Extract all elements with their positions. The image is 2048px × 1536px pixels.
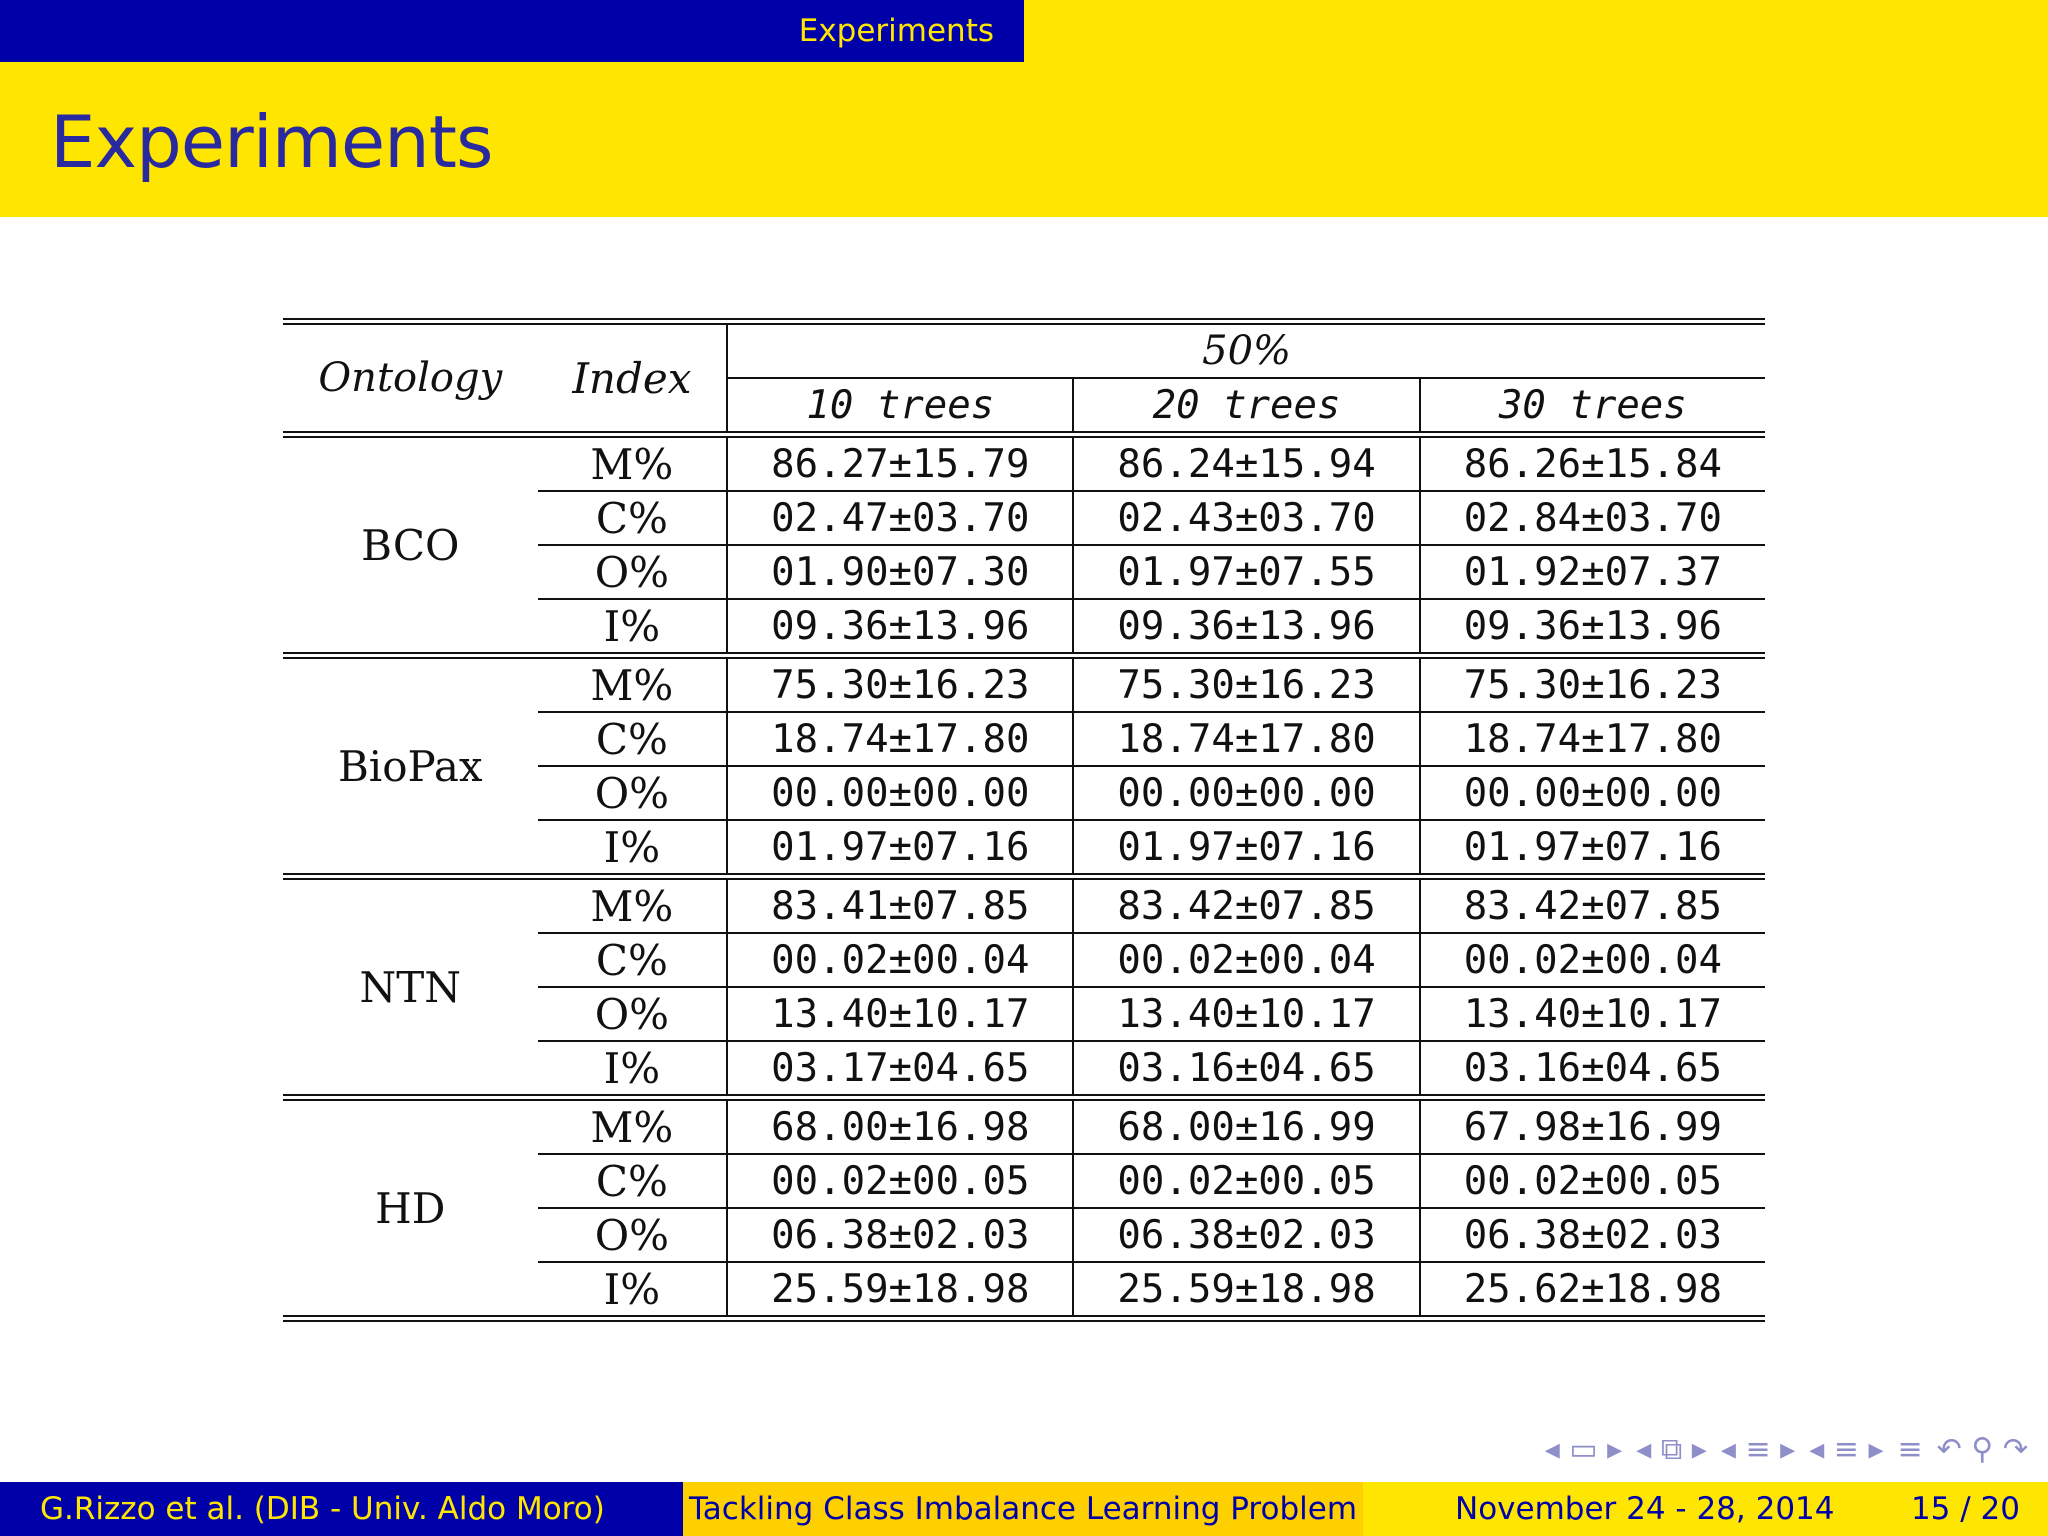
results-table [283, 318, 1765, 1322]
value-cell: 02.47±03.70 [727, 491, 1073, 545]
value-cell: 01.97±07.16 [1420, 820, 1765, 877]
value-cell: 75.30±16.23 [727, 656, 1073, 713]
nav-section-icon[interactable]: ◂ ≡ ▸ [1720, 1432, 1796, 1467]
ontology-name: BCO [283, 435, 538, 656]
index-label: M% [538, 435, 728, 492]
value-cell: 86.24±15.94 [1073, 435, 1419, 492]
col-header-trees: 20 trees [1073, 378, 1419, 435]
results-table-wrap [283, 318, 1765, 1322]
value-cell: 13.40±10.17 [1073, 987, 1419, 1041]
value-cell: 00.00±00.00 [1073, 766, 1419, 820]
value-cell: 06.38±02.03 [1420, 1208, 1765, 1262]
ontology-name: HD [283, 1098, 538, 1319]
col-header-trees: 10 trees [727, 378, 1073, 435]
value-cell: 01.92±07.37 [1420, 545, 1765, 599]
index-label: O% [538, 1208, 728, 1262]
nav-subsection-list-icon[interactable]: ◂ ≡ ▸ [1809, 1432, 1884, 1467]
value-cell: 03.16±04.65 [1420, 1041, 1765, 1098]
footer-page-number: 15 / 20 [1910, 1491, 2020, 1527]
index-label: C% [538, 712, 728, 766]
value-cell: 00.02±00.05 [1073, 1154, 1419, 1208]
value-cell: 25.59±18.98 [1073, 1262, 1419, 1319]
index-label: I% [538, 1262, 728, 1319]
index-label: O% [538, 545, 728, 599]
value-cell: 06.38±02.03 [727, 1208, 1073, 1262]
frame-title: Experiments [50, 100, 493, 184]
value-cell: 00.02±00.05 [727, 1154, 1073, 1208]
value-cell: 83.42±07.85 [1420, 877, 1765, 934]
index-label: M% [538, 1098, 728, 1155]
footer-talk-title: Tackling Class Imbalance Learning Problem [683, 1482, 1363, 1536]
beamer-nav-bar [1545, 1432, 2028, 1467]
value-cell: 00.02±00.04 [1073, 933, 1419, 987]
index-label: M% [538, 877, 728, 934]
value-cell: 01.97±07.16 [1073, 820, 1419, 877]
value-cell: 25.59±18.98 [727, 1262, 1073, 1319]
value-cell: 68.00±16.99 [1073, 1098, 1419, 1155]
value-cell: 01.97±07.16 [727, 820, 1073, 877]
value-cell: 00.02±00.04 [1420, 933, 1765, 987]
value-cell: 83.42±07.85 [1073, 877, 1419, 934]
value-cell: 18.74±17.80 [1420, 712, 1765, 766]
section-label: Experiments [798, 13, 994, 49]
value-cell: 06.38±02.03 [1073, 1208, 1419, 1262]
section-nav-current[interactable] [0, 0, 1024, 62]
footer-author: G.Rizzo et al. (DIB - Univ. Aldo Moro) [0, 1482, 683, 1536]
table-row [283, 877, 1765, 934]
value-cell: 18.74±17.80 [727, 712, 1073, 766]
footer [0, 1482, 2048, 1536]
index-label: C% [538, 1154, 728, 1208]
nav-search-icon[interactable]: ↶ ⚲ ↷ [1936, 1432, 2028, 1467]
table-row [283, 1098, 1765, 1155]
table-row [283, 656, 1765, 713]
value-cell: 09.36±13.96 [727, 599, 1073, 656]
footer-date-page [1363, 1482, 2048, 1536]
value-cell: 01.97±07.55 [1073, 545, 1419, 599]
value-cell: 00.00±00.00 [727, 766, 1073, 820]
col-header-ontology: Ontology [283, 322, 538, 435]
value-cell: 83.41±07.85 [727, 877, 1073, 934]
nav-frame-icon[interactable]: ◂ ▭ ▸ [1544, 1432, 1623, 1467]
nav-align-icon[interactable]: ≡ [1897, 1432, 1923, 1467]
index-label: I% [538, 599, 728, 656]
value-cell: 00.02±00.05 [1420, 1154, 1765, 1208]
value-cell: 68.00±16.98 [727, 1098, 1073, 1155]
index-label: C% [538, 491, 728, 545]
value-cell: 67.98±16.99 [1420, 1098, 1765, 1155]
value-cell: 86.27±15.79 [727, 435, 1073, 492]
value-cell: 02.84±03.70 [1420, 491, 1765, 545]
value-cell: 86.26±15.84 [1420, 435, 1765, 492]
index-label: O% [538, 766, 728, 820]
nav-subsection-icon[interactable]: ◂ ⧉ ▸ [1636, 1432, 1707, 1467]
value-cell: 18.74±17.80 [1073, 712, 1419, 766]
value-cell: 02.43±03.70 [1073, 491, 1419, 545]
col-header-trees: 30 trees [1498, 382, 1687, 428]
value-cell: 13.40±10.17 [727, 987, 1073, 1041]
value-cell: 00.02±00.04 [727, 933, 1073, 987]
value-cell: 75.30±16.23 [1073, 656, 1419, 713]
value-cell: 25.62±18.98 [1420, 1262, 1765, 1319]
value-cell: 03.16±04.65 [1073, 1041, 1419, 1098]
value-cell: 13.40±10.17 [1420, 987, 1765, 1041]
index-label: M% [538, 656, 728, 713]
col-header-index: Index [538, 322, 728, 435]
index-label: C% [538, 933, 728, 987]
value-cell: 09.36±13.96 [1420, 599, 1765, 656]
col-header-group: 50% [727, 322, 1765, 379]
ontology-name: BioPax [283, 656, 538, 877]
value-cell: 75.30±16.23 [1420, 656, 1765, 713]
header-row [283, 322, 1765, 379]
footer-date: November 24 - 28, 2014 [1455, 1491, 1835, 1527]
index-label: O% [538, 987, 728, 1041]
ontology-name: NTN [283, 877, 538, 1098]
table-row [283, 435, 1765, 492]
value-cell: 01.90±07.30 [727, 545, 1073, 599]
value-cell: 09.36±13.96 [1073, 599, 1419, 656]
value-cell: 00.00±00.00 [1420, 766, 1765, 820]
index-label: I% [538, 820, 728, 877]
index-label: I% [538, 1041, 728, 1098]
value-cell: 03.17±04.65 [727, 1041, 1073, 1098]
